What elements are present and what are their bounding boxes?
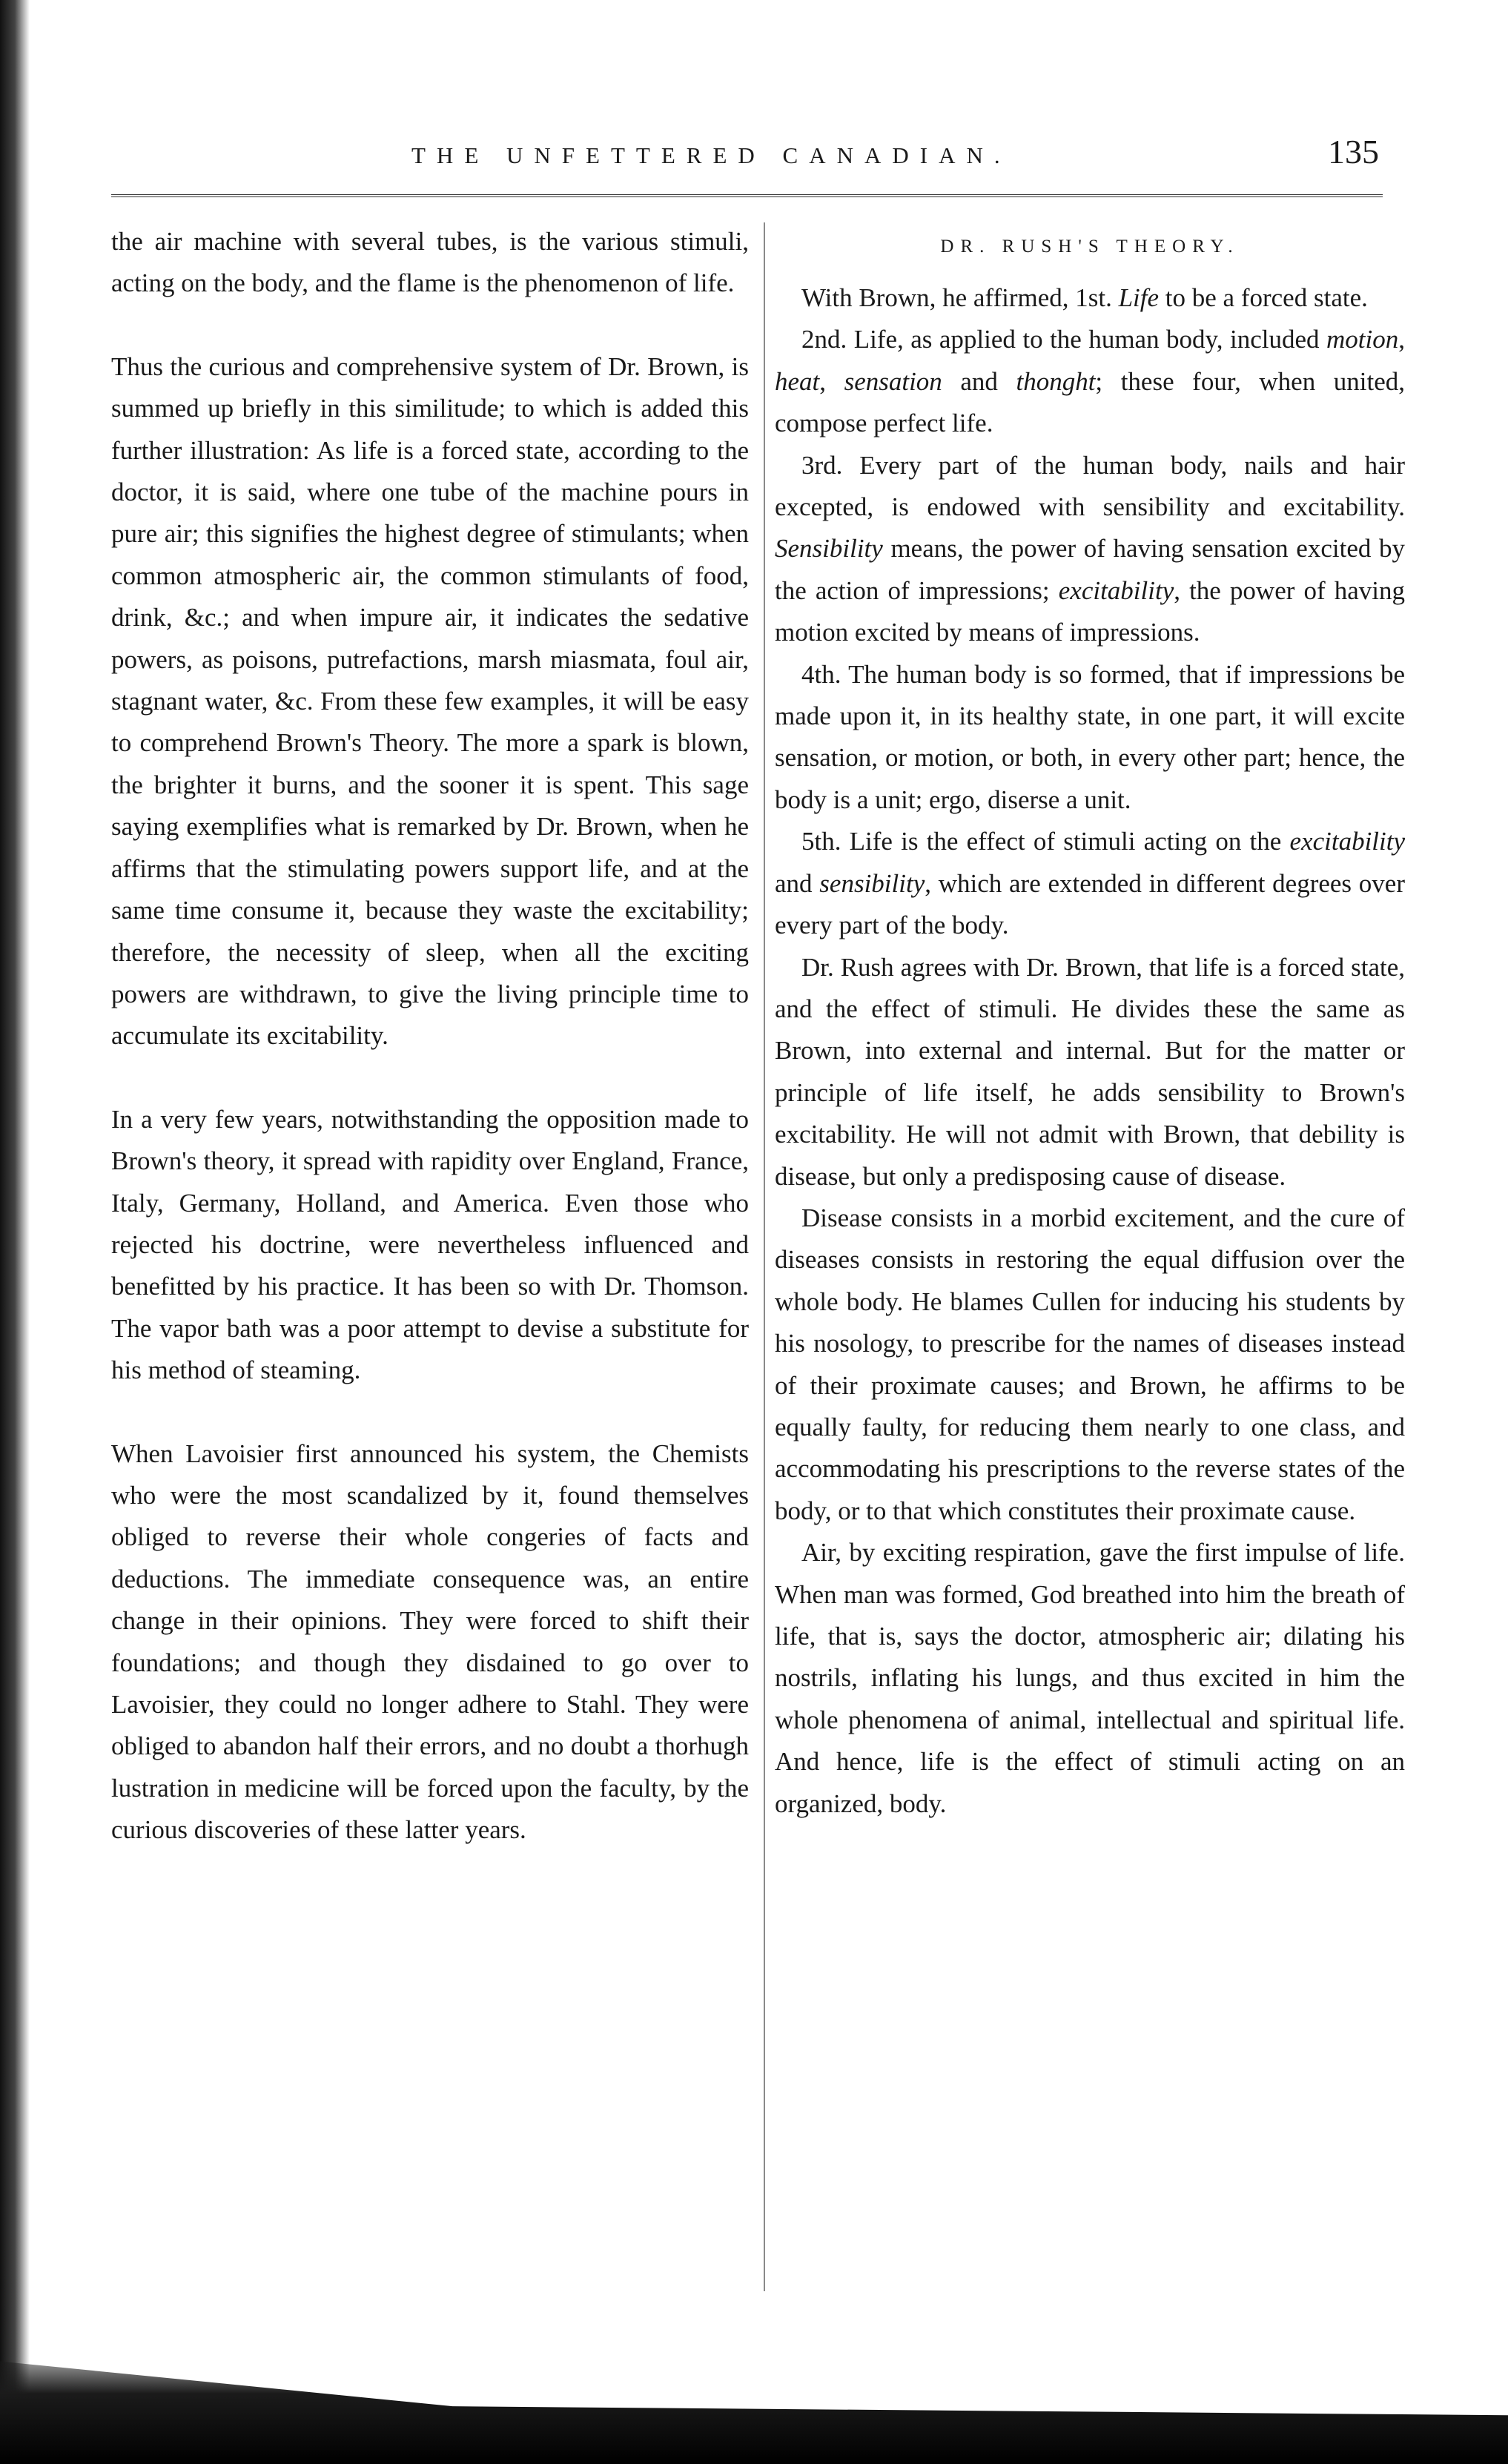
right-paragraph-3: 3rd. Every part of the human body, nails and hair excepted, is endowed with sensibility and excitability. Sensibility means, the power of having sensation excited by the action of impressions; excitability, the power of having motion excited by means of impressions.: [775, 450, 1405, 647]
right-paragraph-8: Air, by exciting respiration, gave the first impulse of life. When man was formed, God breathed into him the breath of life, that is, says the doctor, atmospheric air; dilating his nostrils, inflating his lungs, and thus excited in him the whole phenomena of animal, intellectual and spiritual life. And hence, life is the effect of stimuli acting on an organized, body.: [775, 1538, 1405, 1818]
page-header: [111, 132, 1386, 176]
left-paragraph-4: When Lavoisier first announced his system, the Chemists who were the most scandalized by it, found themselves obliged to reverse their whole congeries of facts and deductions. The immediate consequence was, an entire change in their opinions. They were forced to shift their foundations; and though they disdained to go over to Lavoisier, they could no longer adhere to Stahl. They were obliged to abandon half their errors, and no doubt a thorhugh lustration in medicine will be forced upon the faculty, by the curious discoveries of these latter years.: [111, 1439, 749, 1845]
right-paragraph-2: 2nd. Life, as applied to the human body, included motion, heat, sensation and thonght; these four, when united, compose perfect life.: [775, 325, 1405, 438]
header-rule: [111, 194, 1383, 197]
left-paragraph-1: the air machine with several tubes, is the various stimuli, acting on the body, and the flame is the phenomenon of life.: [111, 227, 749, 298]
right-paragraph-6: Dr. Rush agrees with Dr. Brown, that life is a forced state, and the effect of stimuli. He divides these the same as Brown, into external and internal. But for the matter or principle of life itself, he adds sensibility to Brown's excitability. He will not admit with Brown, that debility is disease, but only a predisposing cause of disease.: [775, 952, 1405, 1191]
book-gutter-shadow: [0, 0, 30, 2464]
running-title: THE UNFETTERED CANADIAN.: [411, 142, 1011, 168]
right-paragraph-5: 5th. Life is the effect of stimuli acting on the excitability and sensibility, which are extended in different degrees over every part of the body.: [775, 827, 1405, 940]
right-column: [775, 221, 1405, 1825]
left-column: [111, 221, 749, 1852]
page-number: 135: [1328, 133, 1379, 171]
left-paragraph-2: Thus the curious and comprehensive system of Dr. Brown, is summed up briefly in this similitude; to which is added this further illustration: As life is a forced state, according to the doctor, it is said, where one tube of the machine pours in pure air; this signifies the highest degree of stimulants; when common atmospheric air, the common stimulants of food, drink, &c.; and when impure air, it indicates the sedative powers, as poisons, putrefactions, marsh miasmata, foul air, stagnant water, &c. From these few examples, it will be easy to comprehend Brown's Theory. The more a spark is blown, the brighter it burns, and the sooner it is spent. This sage saying exemplifies what is remarked by Dr. Brown, when he affirms that the stimulating powers support life, and at the same time consume it, because they waste the excitability; therefore, the necessity of sleep, when all the exciting powers are withdrawn, to give the living principle time to accumulate its excitability.: [111, 351, 749, 1051]
right-paragraph-7: Disease consists in a morbid excitement, and the cure of diseases consists in restoring the equal diffusion over the whole body. He blames Cullen for inducing his students by his nosology, to prescribe for the names of diseases instead of their proximate causes; and Brown, he affirms to be equally faulty, for reducing them nearly to one class, and accommodating his prescriptions to the reverse states of the body, or to that which constitutes their proximate cause.: [775, 1203, 1405, 1525]
left-paragraph-3: In a very few years, notwithstanding the opposition made to Brown's theory, it spread with rapidity over England, France, Italy, Germany, Holland, and America. Even those who rejected his doctrine, were nevertheless influenced and benefitted by his practice. It has been so with Dr. Thomson. The vapor bath was a poor attempt to devise a substitute for his method of steaming.: [111, 1104, 749, 1385]
column-divider: [764, 222, 765, 2291]
right-paragraph-4: 4th. The human body is so formed, that if impressions be made upon it, in its healthy state, in one part, it will excite sensation, or motion, or both, in every other part; hence, the body is a unit; ergo, diserse a unit.: [775, 659, 1405, 814]
section-heading: DR. RUSH'S THEORY.: [940, 237, 1240, 257]
right-paragraph-1: With Brown, he affirmed, 1st. Life to be a forced state.: [801, 283, 1368, 312]
page-bottom-shadow: [0, 2336, 1508, 2464]
